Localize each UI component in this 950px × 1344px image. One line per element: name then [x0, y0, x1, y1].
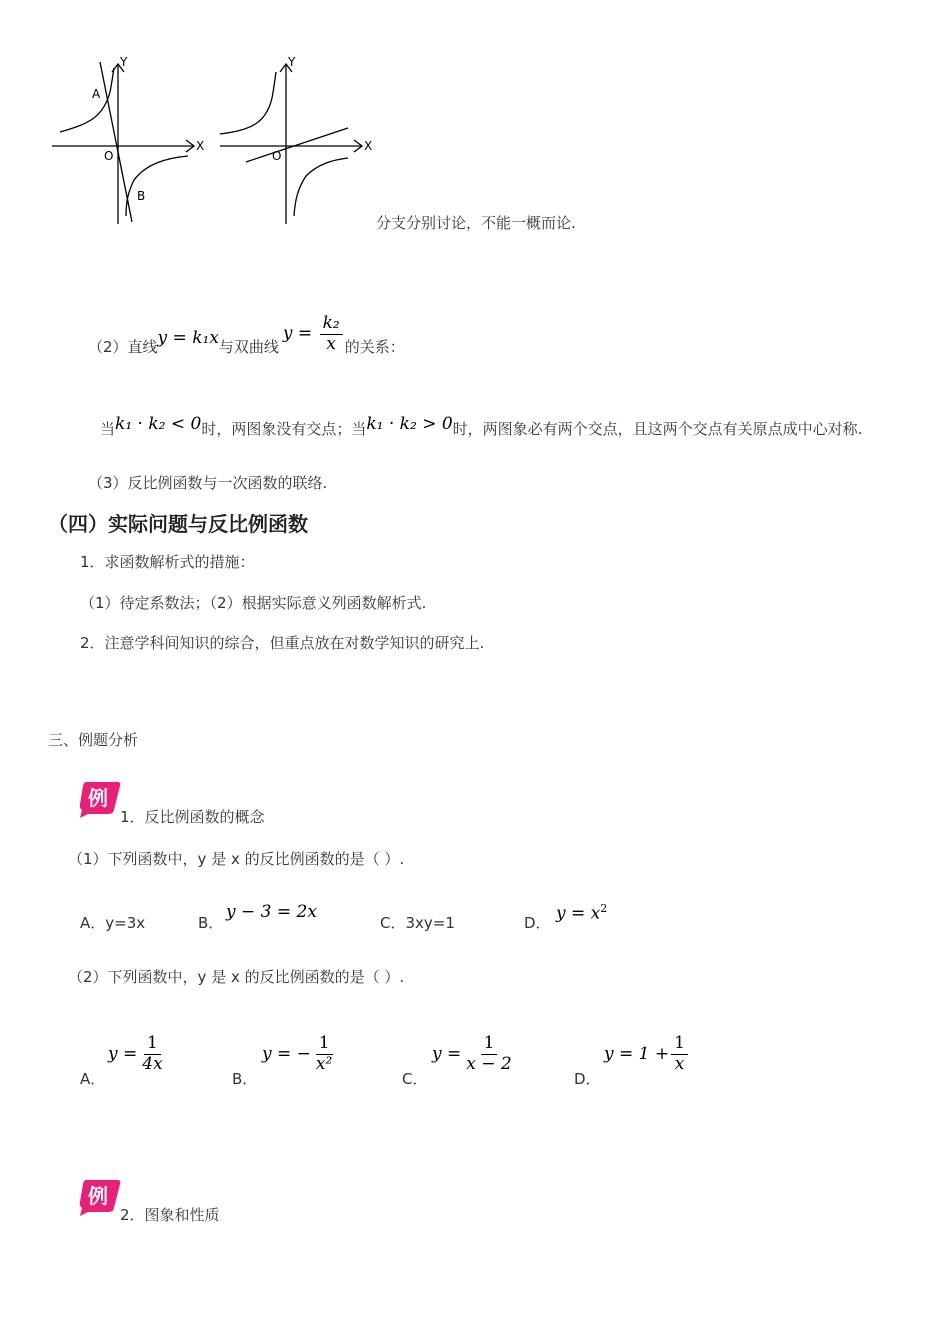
example-badge-icon-2 — [78, 1178, 122, 1216]
q2-a-num: 1 — [144, 1034, 161, 1055]
q2-b-num: 1 — [316, 1034, 333, 1055]
q2-c-fraction — [463, 1034, 514, 1074]
q2-d-lhs: y = 1 + — [604, 1044, 670, 1065]
cases-line — [100, 408, 862, 439]
q1-option-d-exponent: 2 — [600, 902, 608, 915]
condition-positive: k₁ · k₂ > 0 — [366, 413, 453, 434]
q2-option-a-math — [108, 1034, 168, 1074]
q1-option-a: A．y=3x — [80, 914, 146, 932]
section3-title: 三、例题分析 — [48, 731, 139, 749]
q2-option-c-label: C． — [402, 1070, 428, 1088]
hyperbola-equation — [283, 314, 345, 354]
q1-option-d-math — [556, 902, 607, 924]
q2-d-num: 1 — [671, 1034, 688, 1055]
condition-negative: k₁ · k₂ < 0 — [115, 413, 202, 434]
left-y-label: Y — [120, 55, 128, 69]
example1-q1: （1）下列函数中，y 是 x 的反比例函数的是（ ）. — [68, 850, 405, 868]
example-badge-icon — [78, 780, 122, 818]
q2-a-lhs: y = — [108, 1044, 138, 1065]
q2-b-fraction — [313, 1034, 335, 1074]
q1-option-d-label: D． — [524, 914, 551, 932]
q2-d-fraction — [671, 1034, 688, 1074]
section4-p3: 2．注意学科间知识的综合，但重点放在对数学知识的研究上. — [80, 634, 485, 652]
point-a-label: A — [92, 87, 101, 101]
cases-when: 当 — [100, 420, 116, 438]
q2-a-den: 4x — [142, 1053, 163, 1074]
right-origin-label: O — [272, 149, 282, 163]
q1-option-b-math: y − 3 = 2x — [226, 902, 317, 922]
left-origin-label: O — [104, 149, 114, 163]
hyperbola-denominator: x — [326, 333, 336, 354]
q2-a-fraction — [139, 1034, 165, 1074]
hyperbola-fraction — [320, 314, 343, 354]
q1-option-d-base: y = x — [556, 903, 601, 924]
q2-b-den: x² — [315, 1053, 333, 1074]
right-y-label: Y — [288, 55, 296, 69]
item3: （3）反比例函数与一次函数的联络. — [88, 474, 328, 492]
q2-option-d-math — [604, 1034, 690, 1074]
line-equation: y = k₁x — [157, 328, 219, 348]
q2-c-den: x − 2 — [466, 1053, 512, 1074]
q2-c-lhs: y = — [432, 1044, 462, 1065]
item2-suffix: 的关系： — [344, 337, 405, 356]
right-x-label: X — [364, 139, 373, 153]
hyperbola-lhs: y = — [282, 323, 313, 344]
left-x-label: X — [196, 139, 205, 153]
cases-result-2: 时，两图象必有两个交点，且这两个交点有关原点成中心对称. — [452, 420, 863, 438]
section4-title: （四）实际问题与反比例函数 — [48, 512, 308, 536]
example1-q2: （2）下列函数中，y 是 x 的反比例函数的是（ ）. — [68, 968, 405, 986]
item2-prefix: （2）直线 — [88, 337, 158, 356]
q2-c-num: 1 — [481, 1034, 498, 1055]
q1-option-c: C．3xy=1 — [380, 914, 455, 932]
q2-option-d-label: D． — [574, 1070, 601, 1088]
badge-char-2: 例 — [88, 1184, 108, 1208]
branch-note: 分支分别讨论，不能一概而论. — [376, 214, 576, 232]
section4-p1: 1．求函数解析式的措施： — [80, 553, 255, 571]
q2-option-c-math — [432, 1034, 517, 1074]
item2-line — [88, 306, 405, 376]
section4-p2: （1）待定系数法；（2）根据实际意义列函数解析式. — [80, 594, 427, 612]
badge-char: 例 — [88, 786, 108, 810]
cases-result-1: 时，两图象没有交点；当 — [201, 420, 367, 438]
q2-d-den: x — [674, 1053, 685, 1074]
example2-title: 2．图象和性质 — [120, 1206, 220, 1224]
example1-title: 1．反比例函数的概念 — [120, 808, 265, 826]
q2-option-a-label: A． — [80, 1070, 106, 1088]
point-b-label: B — [137, 189, 146, 203]
q2-b-lhs: y = − — [262, 1044, 311, 1065]
hyperbola-numerator: k₂ — [320, 314, 343, 335]
item2-mid: 与双曲线 — [218, 337, 279, 356]
hyperbola-line-graph-left — [48, 52, 208, 230]
q2-option-b-label: B． — [232, 1070, 258, 1088]
q1-option-b-label: B． — [198, 914, 224, 932]
q2-option-b-math — [262, 1034, 337, 1074]
hyperbola-line-graph-right — [216, 52, 376, 230]
